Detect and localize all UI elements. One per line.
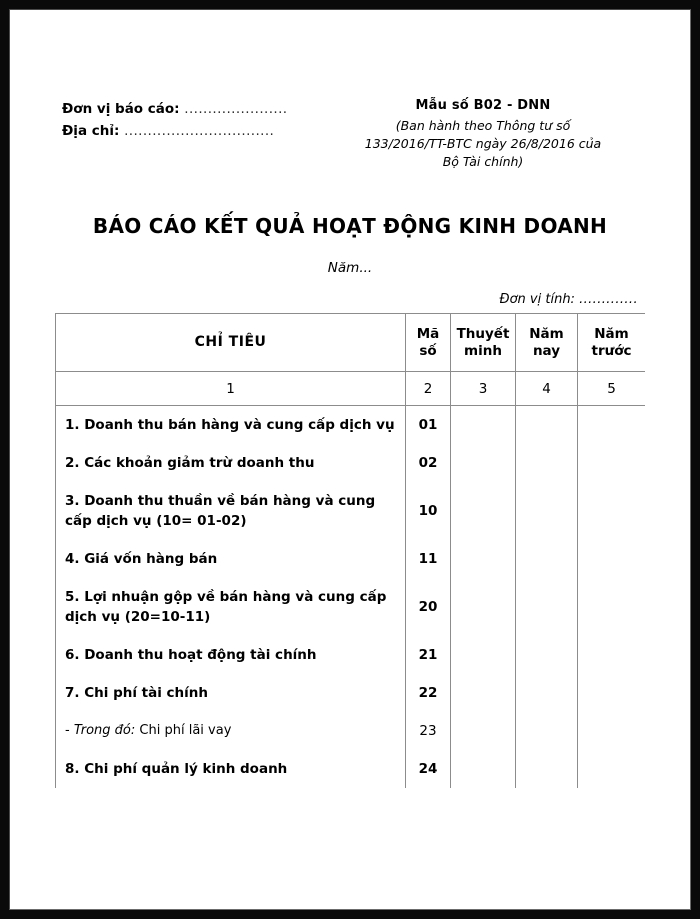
row-note-value[interactable]: [451, 674, 516, 712]
column-header-code-line2: số: [419, 342, 437, 359]
column-header-note: [451, 314, 516, 372]
document-header-block: [10, 88, 690, 198]
row-previous-year-value[interactable]: [578, 636, 646, 674]
report-table: [55, 313, 645, 788]
column-header-code-line1: Mã: [416, 325, 440, 342]
currency-unit-label: Đơn vị tính:: [499, 292, 575, 307]
column-header-previous-year-line2: trước: [591, 342, 632, 359]
row-previous-year-value[interactable]: [578, 578, 646, 636]
form-code: Mẫu số B02 - DNN: [415, 98, 551, 113]
row-code-value: 23: [406, 712, 451, 750]
table-row: [56, 750, 646, 788]
row-current-year-value[interactable]: [516, 674, 578, 712]
reporting-unit-value: ......................: [184, 101, 288, 117]
column-header-previous-year: [578, 314, 646, 372]
row-previous-year-value[interactable]: [578, 540, 646, 578]
row-previous-year-value[interactable]: [578, 482, 646, 540]
column-number-code: 2: [406, 372, 451, 406]
report-year: Năm...: [327, 260, 373, 276]
row-note-value[interactable]: [451, 750, 516, 788]
row-note-value[interactable]: [451, 712, 516, 750]
row-current-year-value[interactable]: [516, 712, 578, 750]
row-code-value: 11: [406, 540, 451, 578]
row-indicator-label: 3. Doanh thu thuần về bán hàng và cung cấp dịch vụ (10= 01-02): [56, 482, 406, 540]
column-header-code: [406, 314, 451, 372]
form-note-line-2: 133/2016/TT-BTC ngày 26/8/2016 của: [364, 136, 602, 151]
address-label: Địa chỉ:: [62, 123, 120, 139]
table-column-number-row: [56, 372, 646, 406]
column-header-previous-year-line1: Năm: [594, 325, 629, 342]
row-note-value[interactable]: [451, 540, 516, 578]
row-note-value[interactable]: [451, 636, 516, 674]
form-note-line-1: (Ban hành theo Thông tư số: [395, 118, 571, 133]
row-code-value: 21: [406, 636, 451, 674]
column-header-note-line2: minh: [464, 342, 502, 359]
report-table-container: [55, 313, 645, 825]
column-header-note-line1: Thuyết: [456, 325, 510, 342]
row-previous-year-value[interactable]: [578, 406, 646, 445]
column-header-current-year: [516, 314, 578, 372]
row-indicator-prefix: -: [65, 723, 74, 738]
column-number-previous-year: 5: [578, 372, 646, 406]
row-note-value[interactable]: [451, 444, 516, 482]
row-indicator-rest: Chi phí lãi vay: [135, 723, 232, 738]
row-note-value[interactable]: [451, 406, 516, 445]
row-indicator-label: 4. Giá vốn hàng bán: [56, 540, 406, 578]
row-current-year-value[interactable]: [516, 578, 578, 636]
row-indicator-label: 7. Chi phí tài chính: [56, 674, 406, 712]
row-current-year-value[interactable]: [516, 540, 578, 578]
table-row: [56, 482, 646, 540]
document-sheet: [10, 10, 690, 909]
address-line: [62, 120, 342, 142]
reporting-unit-line: [62, 98, 342, 120]
column-number-current-year: 4: [516, 372, 578, 406]
reporting-unit-info: [62, 98, 342, 142]
row-current-year-value[interactable]: [516, 482, 578, 540]
column-header-current-year-line1: Năm: [529, 325, 564, 342]
row-code-value: 01: [406, 406, 451, 445]
column-header-current-year-line2: nay: [532, 342, 561, 359]
row-current-year-value[interactable]: [516, 444, 578, 482]
row-note-value[interactable]: [451, 578, 516, 636]
row-indicator-label: [56, 712, 406, 750]
row-indicator-label: 8. Chi phí quản lý kinh doanh: [56, 750, 406, 788]
page-title: BÁO CÁO KẾT QUẢ HOẠT ĐỘNG KINH DOANH: [92, 214, 608, 238]
row-indicator-emphasis: Trong đó:: [73, 723, 136, 738]
row-code-value: 22: [406, 674, 451, 712]
row-previous-year-value[interactable]: [578, 674, 646, 712]
table-row: [56, 712, 646, 750]
form-reference-block: [328, 96, 638, 170]
row-current-year-value[interactable]: [516, 406, 578, 445]
currency-unit-value: .............: [579, 292, 638, 307]
reporting-unit-label: Đơn vị báo cáo:: [62, 101, 180, 117]
row-previous-year-value[interactable]: [578, 712, 646, 750]
row-current-year-value[interactable]: [516, 636, 578, 674]
row-current-year-value[interactable]: [516, 750, 578, 788]
form-note-line-3: Bộ Tài chính): [442, 154, 524, 169]
row-indicator-label: 6. Doanh thu hoạt động tài chính: [56, 636, 406, 674]
table-row: [56, 578, 646, 636]
row-previous-year-value[interactable]: [578, 444, 646, 482]
table-row: [56, 444, 646, 482]
table-row: [56, 540, 646, 578]
column-number-indicator: 1: [56, 372, 406, 406]
column-header-indicator: CHỈ TIÊU: [56, 314, 406, 372]
row-code-value: 02: [406, 444, 451, 482]
currency-unit-note: [10, 292, 690, 307]
row-code-value: 20: [406, 578, 451, 636]
row-indicator-label: 2. Các khoản giảm trừ doanh thu: [56, 444, 406, 482]
column-number-note: 3: [451, 372, 516, 406]
row-indicator-label: 1. Doanh thu bán hàng và cung cấp dịch vụ: [56, 406, 406, 445]
row-note-value[interactable]: [451, 482, 516, 540]
table-header-row: [56, 314, 646, 372]
row-previous-year-value[interactable]: [578, 750, 646, 788]
table-row: [56, 636, 646, 674]
table-row: [56, 406, 646, 445]
table-row: [56, 674, 646, 712]
row-code-value: 10: [406, 482, 451, 540]
row-indicator-label: 5. Lợi nhuận gộp về bán hàng và cung cấp dịch vụ (20=10-11): [56, 578, 406, 636]
report-table-body: [56, 406, 646, 789]
row-code-value: 24: [406, 750, 451, 788]
address-value: ................................: [124, 123, 275, 139]
